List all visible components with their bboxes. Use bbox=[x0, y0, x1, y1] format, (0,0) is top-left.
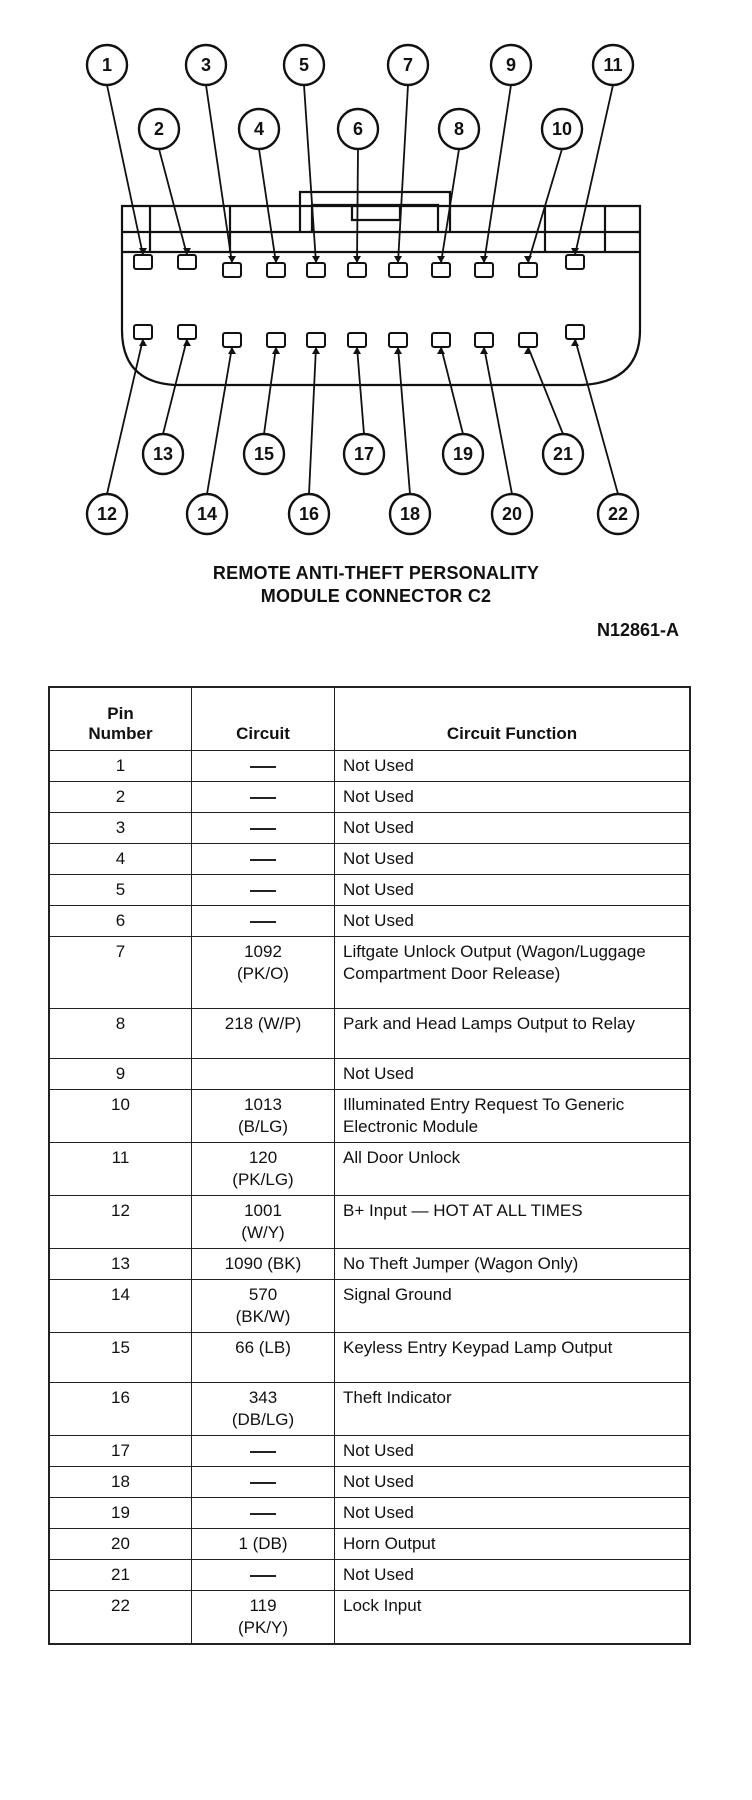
leader-line-5 bbox=[304, 85, 316, 263]
leader-arrow-10 bbox=[524, 256, 532, 263]
pin-cavity-6 bbox=[348, 263, 366, 277]
circuit-number: 119 bbox=[249, 1596, 277, 1615]
callout-label-2: 2 bbox=[153, 119, 165, 139]
leader-line-12 bbox=[107, 339, 143, 494]
pin-cavity-10 bbox=[519, 263, 537, 277]
pin-cavity-18 bbox=[389, 333, 407, 347]
circuit-dash bbox=[250, 1451, 276, 1453]
circuit-cell bbox=[192, 1249, 335, 1280]
callout-label-21: 21 bbox=[552, 444, 574, 464]
pin-number-cell: 19 bbox=[49, 1498, 192, 1529]
table-header-row bbox=[49, 687, 690, 751]
leader-line-14 bbox=[207, 347, 232, 494]
leader-line-7 bbox=[398, 85, 408, 263]
leader-arrow-17 bbox=[353, 347, 361, 354]
circuit-function-cell: Park and Head Lamps Output to Relay bbox=[335, 1009, 691, 1059]
table-row bbox=[49, 1529, 690, 1560]
pin-number-cell: 14 bbox=[49, 1280, 192, 1333]
circuit-function-cell: Not Used bbox=[335, 1059, 691, 1090]
pin-cavity-13 bbox=[178, 325, 196, 339]
callout-label-11: 11 bbox=[603, 55, 623, 75]
pin-cavity-8 bbox=[432, 263, 450, 277]
callout-label-12: 12 bbox=[96, 504, 118, 524]
table-row bbox=[49, 1333, 690, 1383]
pin-cavity-9 bbox=[475, 263, 493, 277]
circuit-function-cell: Not Used bbox=[335, 844, 691, 875]
leader-line-17 bbox=[357, 347, 364, 434]
table-row bbox=[49, 1143, 690, 1196]
pin-cavity-7 bbox=[389, 263, 407, 277]
leader-line-9 bbox=[484, 85, 511, 263]
callout-label-1: 1 bbox=[101, 55, 113, 75]
pin-cavity-19 bbox=[432, 333, 450, 347]
leader-arrow-12 bbox=[139, 339, 147, 346]
circuit-function-cell: B+ Input — HOT AT ALL TIMES bbox=[335, 1196, 691, 1249]
circuit-function-cell: Not Used bbox=[335, 751, 691, 782]
callout-label-13: 13 bbox=[152, 444, 174, 464]
circuit-cell bbox=[192, 937, 335, 1009]
pin-cavity-17 bbox=[348, 333, 366, 347]
pin-number-cell: 17 bbox=[49, 1436, 192, 1467]
header-circuit: Circuit bbox=[192, 687, 335, 751]
leader-line-13 bbox=[163, 339, 187, 434]
callout-label-10: 10 bbox=[551, 119, 573, 139]
circuit-cell bbox=[192, 813, 335, 844]
circuit-function-cell: Not Used bbox=[335, 813, 691, 844]
leader-line-3 bbox=[206, 85, 232, 263]
pin-number-cell: 1 bbox=[49, 751, 192, 782]
pin-number-cell: 21 bbox=[49, 1560, 192, 1591]
circuit-cell bbox=[192, 1009, 335, 1059]
table-row bbox=[49, 1090, 690, 1143]
table-row bbox=[49, 875, 690, 906]
circuit-cell bbox=[192, 1529, 335, 1560]
circuit-number: 1013 bbox=[244, 1095, 282, 1114]
pin-number-cell: 12 bbox=[49, 1196, 192, 1249]
pin-number-cell: 16 bbox=[49, 1383, 192, 1436]
circuit-function-cell: Not Used bbox=[335, 906, 691, 937]
table-row bbox=[49, 937, 690, 1009]
circuit-function-cell: Illuminated Entry Request To Generic Electronic Module bbox=[335, 1090, 691, 1143]
circuit-number: 1001 bbox=[244, 1201, 282, 1220]
table-row bbox=[49, 1383, 690, 1436]
circuit-function-cell: Not Used bbox=[335, 1498, 691, 1529]
header-pin-line1: Pin bbox=[107, 704, 134, 723]
circuit-number: 570 bbox=[248, 1285, 278, 1304]
callout-label-4: 4 bbox=[253, 119, 265, 139]
pin-number-cell: 8 bbox=[49, 1009, 192, 1059]
callout-label-8: 8 bbox=[453, 119, 465, 139]
callout-label-5: 5 bbox=[298, 55, 310, 75]
table-row bbox=[49, 1280, 690, 1333]
connector-diagram bbox=[0, 0, 752, 620]
circuit-color: (PK/O) bbox=[237, 964, 289, 983]
circuit-cell bbox=[192, 1059, 335, 1090]
table-row bbox=[49, 1249, 690, 1280]
circuit-number: 1090 (BK) bbox=[224, 1254, 302, 1273]
circuit-function-cell: Signal Ground bbox=[335, 1280, 691, 1333]
circuit-function-cell: Lock Input bbox=[335, 1591, 691, 1645]
figure-id: N12861-A bbox=[596, 620, 679, 640]
circuit-function-cell: Not Used bbox=[335, 1560, 691, 1591]
circuit-cell bbox=[192, 1280, 335, 1333]
circuit-cell bbox=[192, 1143, 335, 1196]
callout-label-15: 15 bbox=[253, 444, 275, 464]
pin-cavity-15 bbox=[267, 333, 285, 347]
pin-cavity-11 bbox=[566, 255, 584, 269]
leader-arrow-19 bbox=[437, 347, 445, 354]
circuit-color: (W/Y) bbox=[241, 1223, 285, 1242]
circuit-dash bbox=[250, 921, 276, 923]
leader-arrow-18 bbox=[394, 347, 402, 354]
pin-cavity-1 bbox=[134, 255, 152, 269]
table-row bbox=[49, 1591, 690, 1645]
circuit-number: 218 (W/P) bbox=[224, 1014, 302, 1033]
table-row bbox=[49, 1498, 690, 1529]
circuit-color: (BK/W) bbox=[235, 1307, 291, 1326]
leader-line-1 bbox=[107, 85, 143, 255]
circuit-function-cell: Not Used bbox=[335, 1436, 691, 1467]
pin-number-cell: 4 bbox=[49, 844, 192, 875]
circuit-cell bbox=[192, 1090, 335, 1143]
pin-cavity-20 bbox=[475, 333, 493, 347]
leader-arrow-14 bbox=[228, 347, 236, 354]
table-row bbox=[49, 1436, 690, 1467]
circuit-function-cell: Keyless Entry Keypad Lamp Output bbox=[335, 1333, 691, 1383]
circuit-function-cell: Not Used bbox=[335, 1467, 691, 1498]
pin-cavity-22 bbox=[566, 325, 584, 339]
circuit-function-cell: Not Used bbox=[335, 875, 691, 906]
circuit-cell bbox=[192, 1591, 335, 1645]
circuit-dash bbox=[250, 859, 276, 861]
circuit-dash bbox=[250, 1513, 276, 1515]
callout-label-6: 6 bbox=[352, 119, 364, 139]
leader-line-2 bbox=[159, 149, 187, 255]
leader-line-20 bbox=[484, 347, 512, 494]
pin-number-cell: 3 bbox=[49, 813, 192, 844]
leader-line-18 bbox=[398, 347, 410, 494]
circuit-cell bbox=[192, 1196, 335, 1249]
circuit-color: (PK/Y) bbox=[237, 1618, 289, 1637]
table-row bbox=[49, 844, 690, 875]
leader-arrow-20 bbox=[480, 347, 488, 354]
pin-number-cell: 6 bbox=[49, 906, 192, 937]
circuit-function-cell: All Door Unlock bbox=[335, 1143, 691, 1196]
table-row bbox=[49, 906, 690, 937]
table-row bbox=[49, 751, 690, 782]
leader-arrow-15 bbox=[272, 347, 280, 354]
pin-number-cell: 13 bbox=[49, 1249, 192, 1280]
circuit-function-cell: No Theft Jumper (Wagon Only) bbox=[335, 1249, 691, 1280]
circuit-number: 1 (DB) bbox=[238, 1534, 288, 1553]
circuit-color: (DB/LG) bbox=[231, 1410, 295, 1429]
leader-line-19 bbox=[441, 347, 463, 434]
pin-cavity-16 bbox=[307, 333, 325, 347]
pin-number-cell: 22 bbox=[49, 1591, 192, 1645]
circuit-cell bbox=[192, 1560, 335, 1591]
circuit-number: 120 bbox=[248, 1148, 278, 1167]
circuit-cell bbox=[192, 1467, 335, 1498]
leader-arrow-6 bbox=[353, 256, 361, 263]
callout-label-18: 18 bbox=[399, 504, 421, 524]
circuit-cell bbox=[192, 1383, 335, 1436]
pin-cavity-12 bbox=[134, 325, 152, 339]
header-pin-line2: Number bbox=[88, 724, 153, 743]
circuit-cell bbox=[192, 906, 335, 937]
pin-cavity-2 bbox=[178, 255, 196, 269]
circuit-number: 66 (LB) bbox=[235, 1338, 291, 1357]
circuit-color: (B/LG) bbox=[237, 1117, 289, 1136]
circuit-dash bbox=[250, 1482, 276, 1484]
pin-number-cell: 2 bbox=[49, 782, 192, 813]
leader-arrow-22 bbox=[571, 339, 579, 346]
leader-arrow-9 bbox=[480, 256, 488, 263]
leader-arrow-8 bbox=[437, 256, 445, 263]
pin-number-cell: 18 bbox=[49, 1467, 192, 1498]
pin-cavity-14 bbox=[223, 333, 241, 347]
callout-label-22: 22 bbox=[607, 504, 629, 524]
leader-line-16 bbox=[309, 347, 316, 494]
leader-arrow-13 bbox=[183, 339, 191, 346]
callout-label-19: 19 bbox=[452, 444, 474, 464]
callout-label-3: 3 bbox=[200, 55, 212, 75]
circuit-function-cell: Theft Indicator bbox=[335, 1383, 691, 1436]
caption-line-2: MODULE CONNECTOR C2 bbox=[260, 586, 492, 606]
circuit-dash bbox=[250, 890, 276, 892]
pin-cavity-21 bbox=[519, 333, 537, 347]
table-row bbox=[49, 1009, 690, 1059]
leader-arrow-4 bbox=[272, 256, 280, 263]
leader-line-6 bbox=[357, 149, 358, 263]
pin-number-cell: 10 bbox=[49, 1090, 192, 1143]
circuit-function-cell: Liftgate Unlock Output (Wagon/Luggage Compartment Door Release) bbox=[335, 937, 691, 1009]
circuit-dash bbox=[250, 1575, 276, 1577]
header-pin-number bbox=[49, 687, 192, 751]
circuit-cell bbox=[192, 751, 335, 782]
header-circuit-function: Circuit Function bbox=[335, 687, 691, 751]
leader-line-15 bbox=[264, 347, 276, 434]
pin-cavity-3 bbox=[223, 263, 241, 277]
table-row bbox=[49, 782, 690, 813]
leader-arrow-5 bbox=[312, 256, 320, 263]
table-row bbox=[49, 813, 690, 844]
table-row bbox=[49, 1059, 690, 1090]
circuit-function-cell: Not Used bbox=[335, 782, 691, 813]
leader-line-22 bbox=[575, 339, 618, 494]
circuit-cell bbox=[192, 1498, 335, 1529]
circuit-function-cell: Horn Output bbox=[335, 1529, 691, 1560]
leader-arrow-7 bbox=[394, 256, 402, 263]
circuit-dash bbox=[250, 797, 276, 799]
leader-line-11 bbox=[575, 85, 613, 255]
locking-tab bbox=[300, 192, 450, 232]
leader-arrow-3 bbox=[228, 256, 236, 263]
leader-line-21 bbox=[528, 347, 563, 434]
pin-number-cell: 9 bbox=[49, 1059, 192, 1090]
callout-label-16: 16 bbox=[298, 504, 320, 524]
callout-label-17: 17 bbox=[353, 444, 375, 464]
table-row bbox=[49, 1560, 690, 1591]
circuit-color: (PK/LG) bbox=[232, 1170, 294, 1189]
circuit-cell bbox=[192, 875, 335, 906]
pin-cavity-4 bbox=[267, 263, 285, 277]
circuit-dash bbox=[250, 766, 276, 768]
pin-number-cell: 5 bbox=[49, 875, 192, 906]
callout-label-20: 20 bbox=[501, 504, 523, 524]
pin-number-cell: 7 bbox=[49, 937, 192, 1009]
circuit-number: 343 bbox=[248, 1388, 278, 1407]
pin-number-cell: 15 bbox=[49, 1333, 192, 1383]
table-row bbox=[49, 1196, 690, 1249]
pin-table bbox=[48, 686, 691, 1645]
pin-number-cell: 11 bbox=[49, 1143, 192, 1196]
circuit-dash bbox=[250, 828, 276, 830]
circuit-cell bbox=[192, 1436, 335, 1467]
pin-number-cell: 20 bbox=[49, 1529, 192, 1560]
circuit-cell bbox=[192, 782, 335, 813]
circuit-number: 1092 bbox=[244, 942, 282, 961]
circuit-cell bbox=[192, 1333, 335, 1383]
callout-label-7: 7 bbox=[402, 55, 414, 75]
table-row bbox=[49, 1467, 690, 1498]
pin-cavity-5 bbox=[307, 263, 325, 277]
caption-line-1: REMOTE ANTI-THEFT PERSONALITY bbox=[212, 563, 540, 583]
circuit-cell bbox=[192, 844, 335, 875]
leader-arrow-21 bbox=[524, 347, 532, 354]
leader-arrow-16 bbox=[312, 347, 320, 354]
callout-label-14: 14 bbox=[196, 504, 218, 524]
callout-label-9: 9 bbox=[505, 55, 517, 75]
